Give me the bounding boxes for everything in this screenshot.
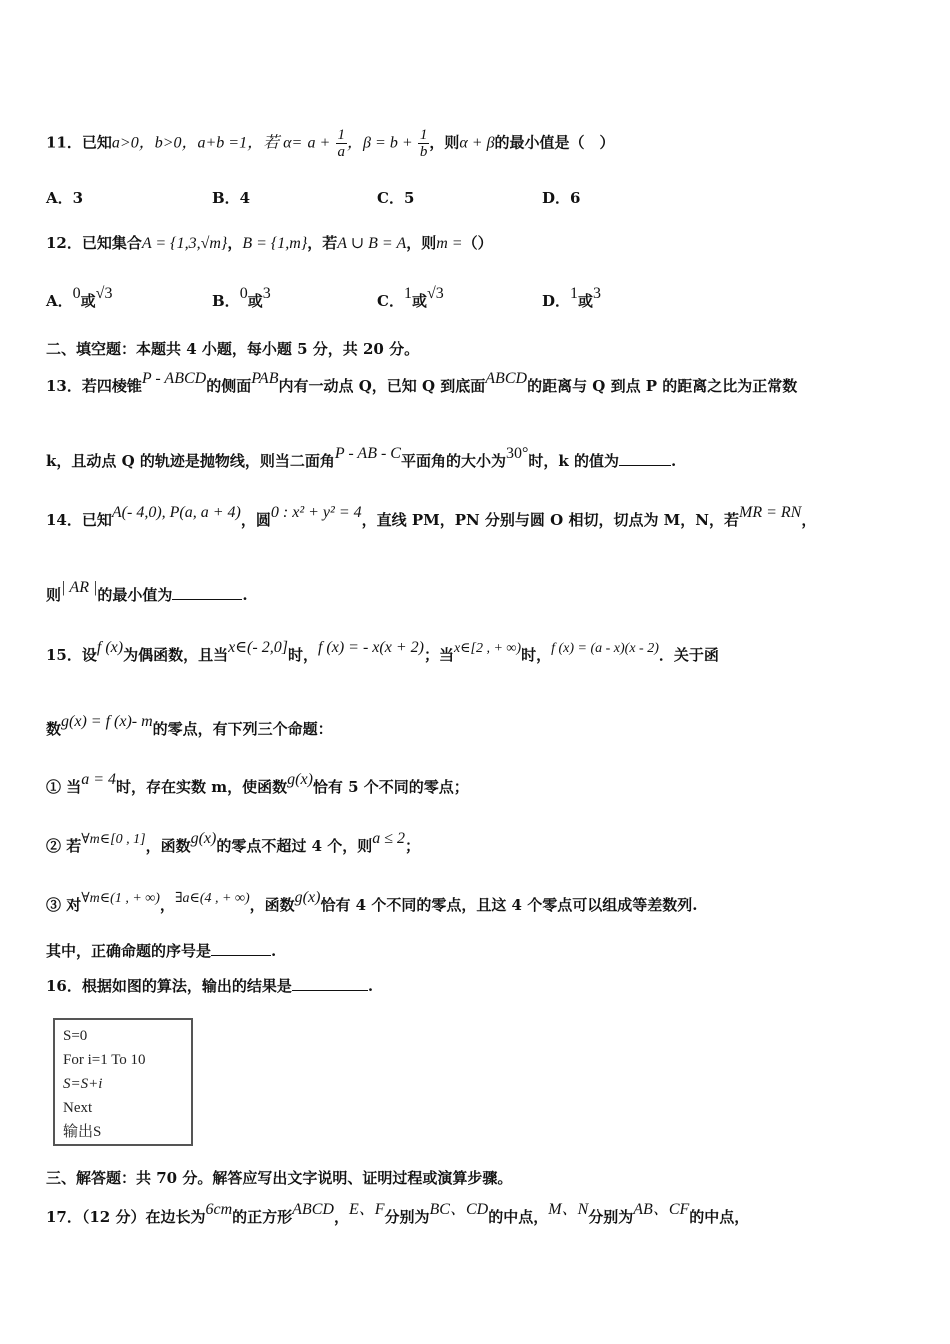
q12-number: 12． bbox=[46, 234, 82, 252]
q17-stem: 17．（12 分）在边长为6cm的正方形ABCD，E、F分别为BC、CD的中点，M、N分别为AB、CF的中点， bbox=[46, 1201, 750, 1226]
q12-set-a: A = {1,3,√m} bbox=[141, 235, 228, 252]
q15-proposition-3: ③ 对∀m∈(1 , + ∞)，∃a∈(4 , + ∞)，函数g(x)恰有 4 个不同的零点，且这 4 个零点可以组成等差数列. bbox=[46, 889, 698, 914]
q16-answer-blank[interactable] bbox=[292, 976, 368, 991]
q13-stem-line-2: k，且动点 Q 的轨迹是抛物线，则当二面角P - AB - C平面角的大小为30°时，k 的值为 . bbox=[46, 445, 677, 470]
q11-option-d: D．6 bbox=[542, 189, 581, 207]
q15-conclusion: 其中，正确命题的序号是 . bbox=[46, 942, 277, 960]
q11-stem: 11．已知a>0，b>0，a+b =1，若 α= a + $\frac{1}{a}$ ，β = b + $\frac{1}{b}$ ，则α + β的最小值是（ ） bbox=[46, 127, 615, 160]
q15-stem: 15．设f (x)为偶函数，且当x∈(- 2,0]时，f (x) = - x(x + 2)；当x∈[2 , + ∞)时，f (x) = (a - x)(x - 2)．关于函 bbox=[46, 639, 719, 664]
q15-proposition-2: ② 若∀m∈[0 , 1]，函数g(x)的零点不超过 4 个，则a ≤ 2； bbox=[46, 830, 421, 855]
q16-number: 16． bbox=[46, 977, 82, 995]
q13-number: 13． bbox=[46, 377, 82, 395]
q12-option-c: C．1或√3 bbox=[377, 285, 444, 310]
q11-number: 11． bbox=[46, 133, 82, 152]
q12-stem: 12．已知集合A = {1,3,√m}，B = {1,m}，若A ∪ B = A，则m =（） bbox=[46, 234, 493, 252]
section-2-heading: 二、填空题：本题共 4 小题，每小题 5 分，共 20 分。 bbox=[46, 340, 420, 358]
q12-option-d: D．1或3 bbox=[542, 285, 602, 310]
q12-set-b: B = {1,m} bbox=[242, 235, 308, 252]
q12-option-a: A．0或√3 bbox=[46, 285, 113, 310]
q15-stem-line-2: 数g(x) = f (x)- m的零点，有下列三个命题： bbox=[46, 713, 333, 738]
q13-stem: 13．若四棱锥P - ABCD的侧面PAB内有一动点 Q，已知 Q 到底面ABCD的距离与 Q 到点 P 的距离之比为正常数 bbox=[46, 370, 798, 395]
algo-line: S=0 bbox=[63, 1028, 88, 1044]
section-3-heading: 三、解答题：共 70 分。解答应写出文字说明、证明过程或演算步骤。 bbox=[46, 1169, 513, 1187]
algo-line: 输出S bbox=[63, 1124, 102, 1140]
algo-line: S=S+i bbox=[63, 1076, 103, 1092]
q11-option-a: A．3 bbox=[46, 189, 84, 207]
q11-fraction-2: $\frac{1}{b}$ bbox=[419, 127, 428, 160]
q14-stem: 14．已知A(- 4,0), P(a, a + 4)，圆0 : x² + y² = 4，直线 PM，PN 分别与圆 O 相切，切点为 M，N，若MR = RN， bbox=[46, 504, 817, 529]
algo-line: Next bbox=[63, 1100, 93, 1116]
q13-answer-blank[interactable] bbox=[619, 451, 671, 466]
q14-stem-line-2: 则| AR |的最小值为 . bbox=[46, 579, 248, 604]
q16-stem: 16．根据如图的算法，输出的结果是 . bbox=[46, 977, 374, 995]
q11-alpha-expr: a + bbox=[307, 134, 331, 152]
algo-line: For i=1 To 10 bbox=[63, 1052, 146, 1068]
q12-option-b: B．0或3 bbox=[212, 285, 271, 310]
q15-answer-blank[interactable] bbox=[211, 941, 271, 956]
q17-number: 17． bbox=[46, 1208, 82, 1226]
algorithm-box bbox=[53, 1018, 193, 1146]
q14-answer-blank[interactable] bbox=[172, 585, 242, 600]
q11-fraction-1: $\frac{1}{a}$ bbox=[337, 127, 346, 160]
q15-proposition-1: ① 当a = 4时，存在实数 m，使函数g(x)恰有 5 个不同的零点； bbox=[46, 771, 469, 796]
q11-beta-expr: ，β = b + bbox=[347, 134, 413, 152]
q14-number: 14． bbox=[46, 511, 82, 529]
q11-option-b: B．4 bbox=[212, 189, 251, 207]
q11-option-c: C．5 bbox=[377, 189, 415, 207]
q15-number: 15． bbox=[46, 646, 82, 664]
